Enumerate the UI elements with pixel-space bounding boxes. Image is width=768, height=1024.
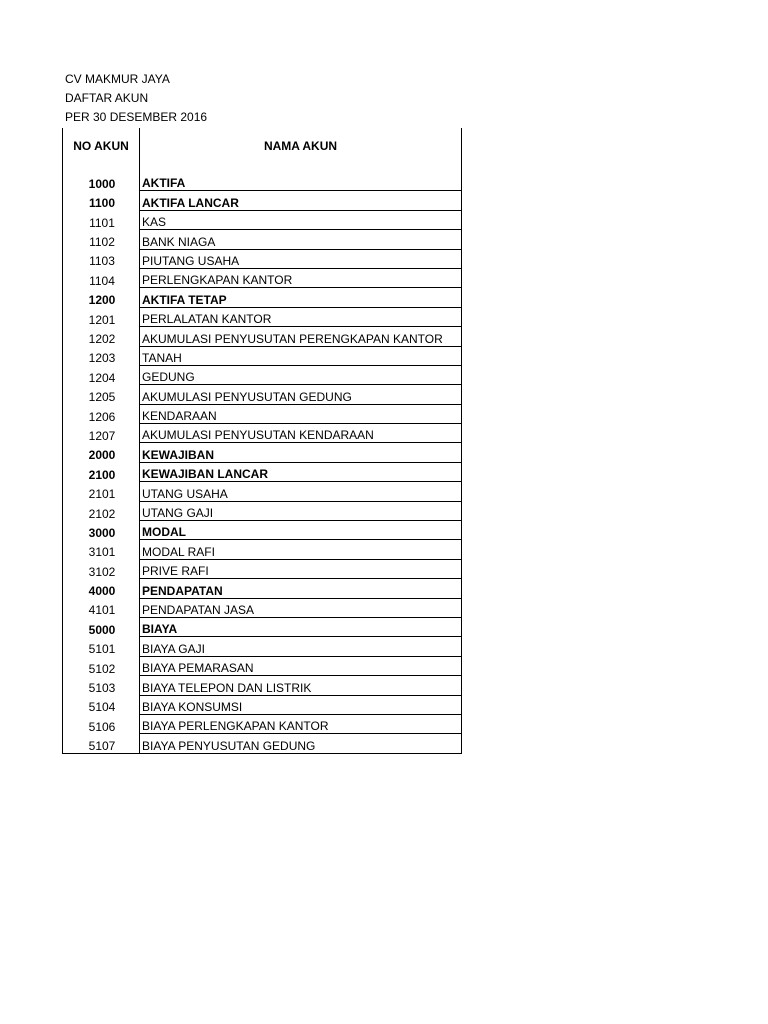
table-row [63, 307, 462, 326]
table-row [63, 404, 462, 423]
account-name: AKTIFA LANCAR [140, 191, 462, 210]
table-row [63, 579, 462, 598]
account-number: 1100 [63, 191, 140, 210]
account-name: PIUTANG USAHA [140, 249, 462, 268]
account-name: KENDARAAN [140, 404, 462, 423]
account-name: BIAYA PENYUSUTAN GEDUNG [140, 734, 462, 753]
account-name: TANAH [140, 346, 462, 365]
table-row [63, 172, 462, 191]
account-name: BIAYA PEMARASAN [140, 656, 462, 675]
account-number: 2102 [63, 501, 140, 520]
account-number: 1200 [63, 288, 140, 307]
account-name: AKTIFA [140, 172, 462, 191]
table-row [63, 365, 462, 384]
table-row [63, 598, 462, 617]
table-row [63, 424, 462, 443]
account-name: PERLALATAN KANTOR [140, 307, 462, 326]
account-number: 4000 [63, 579, 140, 598]
account-name: GEDUNG [140, 365, 462, 384]
account-name: BANK NIAGA [140, 230, 462, 249]
table-row [63, 443, 462, 462]
account-number: 2101 [63, 482, 140, 501]
document-title: DAFTAR AKUN [65, 91, 149, 105]
account-name: UTANG USAHA [140, 482, 462, 501]
account-number: 1206 [63, 404, 140, 423]
account-name: BIAYA PERLENGKAPAN KANTOR [140, 714, 462, 733]
account-number: 1201 [63, 307, 140, 326]
table-row [63, 521, 462, 540]
table-row [63, 540, 462, 559]
table-row [63, 385, 462, 404]
table-row [63, 249, 462, 268]
table-row [63, 714, 462, 733]
account-number: 1207 [63, 424, 140, 443]
table-row [63, 327, 462, 346]
table-row [63, 501, 462, 520]
table-row [63, 210, 462, 229]
accounts-table [62, 128, 462, 754]
account-name: AKUMULASI PENYUSUTAN KENDARAAN [140, 424, 462, 443]
account-number: 1203 [63, 346, 140, 365]
account-number: 5104 [63, 695, 140, 714]
account-number: 2000 [63, 443, 140, 462]
account-number: 5107 [63, 734, 140, 753]
account-name: MODAL [140, 521, 462, 540]
account-number: 2100 [63, 462, 140, 481]
account-name: UTANG GAJI [140, 501, 462, 520]
account-number: 1000 [63, 172, 140, 191]
account-name: BIAYA GAJI [140, 637, 462, 656]
table-row [63, 559, 462, 578]
table-body [63, 172, 462, 753]
table-row [63, 346, 462, 365]
table-row [63, 637, 462, 656]
header-row [63, 128, 462, 172]
account-name: AKUMULASI PENYUSUTAN GEDUNG [140, 385, 462, 404]
account-number: 5101 [63, 637, 140, 656]
table-row [63, 230, 462, 249]
table-row [63, 695, 462, 714]
account-number: 5000 [63, 617, 140, 636]
document-period: PER 30 DESEMBER 2016 [65, 110, 208, 124]
account-name: AKTIFA TETAP [140, 288, 462, 307]
company-name: CV MAKMUR JAYA [65, 72, 170, 86]
table-row [63, 268, 462, 287]
account-name: PERLENGKAPAN KANTOR [140, 268, 462, 287]
account-name: BIAYA [140, 617, 462, 636]
table-row [63, 734, 462, 753]
account-name: KEWAJIBAN [140, 443, 462, 462]
account-number: 1104 [63, 268, 140, 287]
account-name: PENDAPATAN [140, 579, 462, 598]
account-number: 1102 [63, 230, 140, 249]
table-row [63, 288, 462, 307]
account-number: 4101 [63, 598, 140, 617]
account-number: 1205 [63, 385, 140, 404]
account-number: 5103 [63, 676, 140, 695]
table-row [63, 462, 462, 481]
account-number: 3101 [63, 540, 140, 559]
table-row [63, 191, 462, 210]
account-number: 5106 [63, 714, 140, 733]
table-header [63, 128, 462, 172]
account-name: KAS [140, 210, 462, 229]
table-row [63, 482, 462, 501]
table-row [63, 617, 462, 636]
column-header-nama-akun: NAMA AKUN [140, 128, 462, 172]
account-number: 1101 [63, 210, 140, 229]
account-number: 1202 [63, 327, 140, 346]
account-name: BIAYA TELEPON DAN LISTRIK [140, 676, 462, 695]
account-number: 1103 [63, 249, 140, 268]
account-number: 1204 [63, 365, 140, 384]
account-number: 5102 [63, 656, 140, 675]
account-name: BIAYA KONSUMSI [140, 695, 462, 714]
account-name: PENDAPATAN JASA [140, 598, 462, 617]
account-number: 3000 [63, 521, 140, 540]
account-name: MODAL RAFI [140, 540, 462, 559]
account-number: 3102 [63, 559, 140, 578]
account-name: PRIVE RAFI [140, 559, 462, 578]
column-header-no-akun: NO AKUN [63, 128, 140, 172]
account-name: AKUMULASI PENYUSUTAN PERENGKAPAN KANTOR [140, 327, 462, 346]
account-name: KEWAJIBAN LANCAR [140, 462, 462, 481]
table-row [63, 656, 462, 675]
table-row [63, 676, 462, 695]
